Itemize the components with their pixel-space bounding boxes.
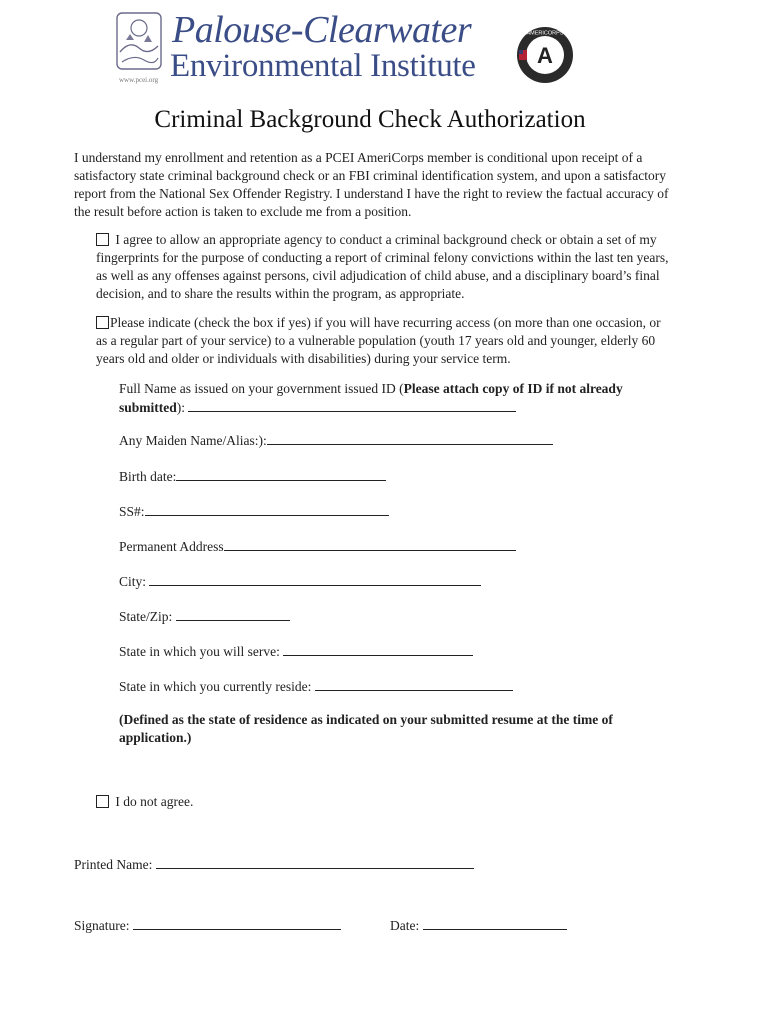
full-name-input[interactable] — [188, 398, 516, 412]
state-zip-input[interactable] — [176, 607, 290, 621]
signature-field — [74, 916, 341, 935]
ssn-input[interactable] — [145, 502, 389, 516]
full-name-label-end: ): — [176, 400, 186, 415]
full-name-field — [119, 380, 639, 417]
date-label: Date: — [390, 918, 420, 933]
birth-date-label: Birth date: — [119, 469, 177, 484]
disagree-checkbox[interactable] — [96, 795, 109, 808]
americorps-text: AMERICORPS — [526, 30, 564, 37]
printed-name-field — [74, 855, 474, 874]
full-name-label: Full Name as issued on your government issued ID ( — [119, 381, 404, 396]
maiden-name-input[interactable] — [267, 431, 553, 445]
address-field — [119, 537, 516, 556]
address-label: Permanent Address — [119, 539, 224, 554]
date-field — [390, 916, 567, 935]
reside-state-input[interactable] — [315, 677, 513, 691]
recurring-access-text: Please indicate (check the box if yes) if you will have recurring access (on more than one occasion, or as a regular part of your service) to a vulnerable population (youth 17 years old and younger, elderly 60 years old and older or individuals with disabilities) during your service term. — [96, 315, 661, 366]
org-url: www.pcei.org — [119, 76, 159, 84]
recurring-access-checkbox[interactable] — [96, 316, 109, 329]
serve-state-label: State in which you will serve: — [119, 644, 280, 659]
city-input[interactable] — [149, 572, 481, 586]
page-title: Criminal Background Check Authorization — [154, 106, 586, 133]
disagree-item — [96, 793, 674, 811]
intro-paragraph: I understand my enrollment and retention as a PCEI AmeriCorps member is conditional upon receipt of a satisfactory state criminal background check or an FBI criminal identification system, and upon a satisfactory report from the National Sex Offender Registry. I understand I have the right to review the factual accuracy of the result before action is taken to exclude me from a position. — [74, 150, 669, 219]
org-name-line2: Environmental Institute — [170, 48, 476, 84]
reside-state-label: State in which you currently reside: — [119, 679, 312, 694]
printed-name-input[interactable] — [156, 855, 474, 869]
birth-date-field — [119, 467, 386, 486]
reside-state-field — [119, 677, 513, 696]
address-input[interactable] — [224, 537, 516, 551]
city-label: City: — [119, 574, 147, 589]
date-input[interactable] — [423, 916, 567, 930]
city-field — [119, 572, 481, 591]
agree-text: I agree to allow an appropriate agency to conduct a criminal background check or obtain a set of my fingerprints for the purpose of conducting a report of criminal felony convictions within the last ten years, as well as any offenses against persons, civil adjudication of child abuse, and a disciplinary board’s final decision, and to share the results within the program, as appropriate. — [96, 232, 669, 301]
ssn-label: SS#: — [119, 504, 145, 519]
state-zip-field — [119, 607, 290, 626]
birth-date-input[interactable] — [176, 467, 386, 481]
recurring-access-item — [96, 314, 674, 368]
pcei-logo-icon — [116, 12, 162, 74]
signature-label: Signature: — [74, 918, 130, 933]
agree-checkbox[interactable] — [96, 233, 109, 246]
maiden-name-label: Any Maiden Name/Alias:): — [119, 433, 267, 448]
serve-state-field — [119, 642, 473, 661]
printed-name-label: Printed Name: — [74, 857, 153, 872]
letterhead — [116, 9, 586, 88]
signature-input[interactable] — [133, 916, 341, 930]
full-name-bold-note: Please attach copy of ID if not already submitted — [119, 381, 623, 415]
state-zip-label: State/Zip: — [119, 609, 173, 624]
maiden-name-field — [119, 431, 553, 450]
disagree-text: I do not agree. — [115, 794, 194, 809]
serve-state-input[interactable] — [283, 642, 473, 656]
ssn-field — [119, 502, 389, 521]
agree-item — [96, 231, 674, 303]
americorps-logo-icon — [516, 26, 574, 84]
org-name-line1: Palouse-Clearwater — [172, 9, 472, 51]
residence-note: (Defined as the state of residence as indicated on your submitted resume at the time of application.) — [119, 712, 613, 745]
americorps-letter: A — [537, 43, 553, 68]
